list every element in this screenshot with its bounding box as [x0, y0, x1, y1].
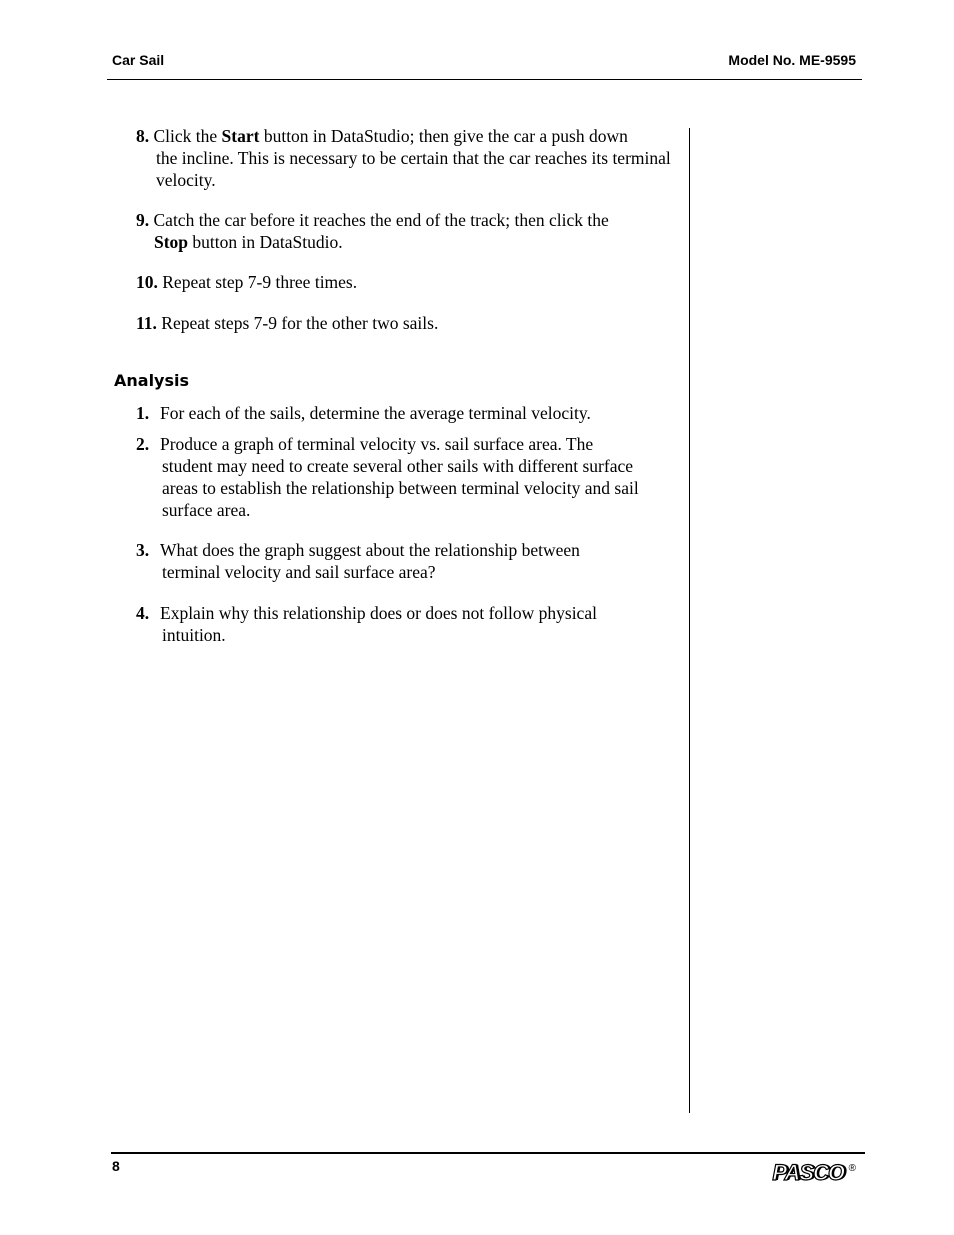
analysis-number: 1. [136, 403, 150, 423]
analysis-text-continued: student may need to create several other sails with different surface areas to establish the relationship between terminal velocity and sail surface area. [162, 456, 639, 520]
analysis-number: 4. [136, 603, 150, 623]
registered-mark: ® [848, 1163, 856, 1174]
footer-rule [111, 1152, 865, 1154]
step-10 [136, 271, 671, 293]
step-text: button in DataStudio; then give the car a push down [259, 126, 628, 146]
analysis-item-4 [136, 602, 671, 646]
analysis-text: What does the graph suggest about the relationship between [160, 540, 580, 560]
header-title: Car Sail [112, 52, 165, 68]
step-text: Repeat steps 7-9 for the other two sails. [156, 313, 439, 333]
step-text: Click the [149, 126, 222, 146]
start-keyword: Start [221, 126, 260, 146]
analysis-text: Explain why this relationship does or does not follow physical [160, 603, 597, 623]
step-9 [136, 209, 671, 253]
step-text: Repeat step 7-9 three times. [157, 272, 358, 292]
step-number: 10. [136, 272, 158, 292]
step-8 [136, 125, 671, 191]
header-rule [107, 79, 862, 80]
step-11 [136, 312, 671, 334]
analysis-text: For each of the sails, determine the average terminal velocity. [160, 403, 591, 423]
margin-rule [689, 128, 690, 1113]
step-text: Catch the car before it reaches the end of the track; then click the [149, 210, 609, 230]
stop-keyword: Stop [154, 232, 189, 252]
analysis-item-3 [136, 539, 671, 583]
analysis-item-2 [136, 433, 671, 521]
analysis-text-continued: intuition. [162, 625, 226, 645]
analysis-text: Produce a graph of terminal velocity vs. sail surface area. The [160, 434, 594, 454]
step-text-continued: the incline. This is necessary to be certain that the car reaches its terminal velocity. [156, 148, 671, 190]
step-number: 9. [136, 210, 150, 230]
analysis-heading: Analysis [114, 371, 190, 390]
page-number: 8 [112, 1158, 120, 1174]
pasco-logo: PASCO [772, 1160, 844, 1185]
step-number: 11. [136, 313, 157, 333]
step-number: 8. [136, 126, 150, 146]
step-text-continued [136, 231, 671, 253]
analysis-number: 3. [136, 540, 150, 560]
analysis-number: 2. [136, 434, 150, 454]
step-text: button in DataStudio. [188, 232, 343, 252]
header-model-number: Model No. ME-9595 [728, 52, 856, 68]
analysis-item-1 [136, 402, 671, 424]
analysis-text-continued: terminal velocity and sail surface area? [162, 562, 436, 582]
